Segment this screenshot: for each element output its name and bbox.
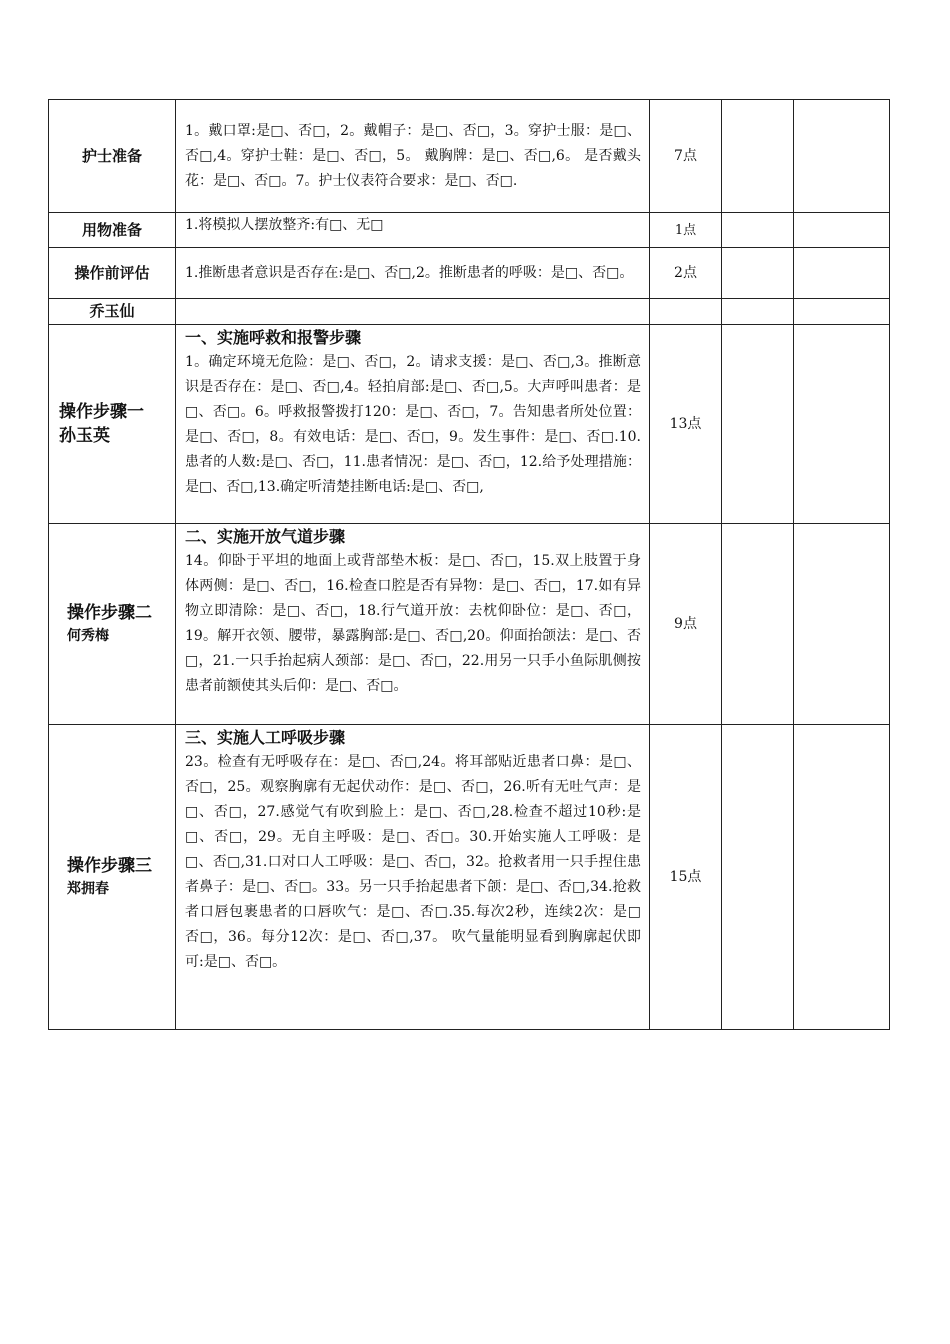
scoring-table [48, 99, 890, 1030]
row-label: 护士准备 [49, 100, 176, 213]
row-content [176, 524, 650, 725]
blank-cell [794, 325, 890, 524]
row-label [49, 325, 176, 524]
step-person: 郑拥春 [67, 881, 109, 897]
step-title: 操作步骤三 [67, 856, 152, 876]
table-row [49, 213, 890, 248]
row-label: 乔玉仙 [49, 299, 176, 325]
blank-cell [722, 248, 794, 299]
blank-cell [794, 524, 890, 725]
row-score: 1点 [650, 213, 722, 248]
row-score: 13点 [650, 325, 722, 524]
table-row [49, 100, 890, 213]
blank-cell [722, 299, 794, 325]
row-label: 用物准备 [49, 213, 176, 248]
section-text: 14。仰卧于平坦的地面上或背部垫木板：是□、否□，15.双上肢置于身体两侧：是□、否□，16.检查口腔是否有异物：是□、否□，17.如有异物立即清除：是□、否□，18.行气道开放：去枕仰卧位：是□、否□，19。解开衣领、腰带，暴露胸部:是□、否□,20。仰面抬颌法：是□、否□，21.一只手抬起病人颈部：是□、否□，22.用另一只手小鱼际肌侧按患者前额使其头后仰：是□、否□。 [185, 553, 641, 694]
row-content [176, 299, 650, 325]
table-row [49, 524, 890, 725]
blank-cell [794, 100, 890, 213]
blank-cell [794, 213, 890, 248]
blank-cell [722, 213, 794, 248]
table-row [49, 248, 890, 299]
section-heading: 一、实施呼救和报警步骤 [185, 328, 362, 347]
blank-cell [722, 524, 794, 725]
step-person: 何秀梅 [67, 628, 109, 644]
section-heading: 二、实施开放气道步骤 [185, 527, 346, 546]
row-label: 操作前评估 [49, 248, 176, 299]
row-content: 1.推断患者意识是否存在:是□、否□,2。推断患者的呼吸：是□、否□。 [176, 248, 650, 299]
row-content [176, 325, 650, 524]
section-heading: 三、实施人工呼吸步骤 [185, 728, 346, 747]
row-score: 15点 [650, 725, 722, 1030]
blank-cell [722, 325, 794, 524]
step-person: 孙玉英 [59, 426, 110, 446]
blank-cell [794, 299, 890, 325]
row-score: 7点 [650, 100, 722, 213]
row-label [49, 524, 176, 725]
row-content: 1。戴口罩:是□、否□，2。戴帽子：是□、否□，3。穿护士服：是□、否□,4。穿护士鞋：是□、否□，5。 戴胸牌：是□、否□,6。 是否戴头花：是□、否□。7。护士仪表符合要求：是□、否□. [176, 100, 650, 213]
step-title: 操作步骤二 [67, 603, 152, 623]
blank-cell [722, 100, 794, 213]
section-text: 23。检查有无呼吸存在：是□、否□,24。将耳部贴近患者口鼻：是□、否□，25。观察胸廓有无起伏动作：是□、否□，26.听有无吐气声：是□、否□，27.感觉气有吹到脸上：是□、否□,28.检查不超过10秒:是□、否□，29。无自主呼吸：是□、否□。30.开始实施人工呼吸：是□、否□,31.口对口人工呼吸：是□、否□，32。抢救者用一只手捏住患者鼻子：是□、否□。33。另一只手抬起患者下颌：是□、否□,34.抢救者口唇包裹患者的口唇吹气：是□、否□.35.每次2秒，连续2次：是□ 否□，36。每分12次：是□、否□,37。 吹气量能明显看到胸廓起伏即可:是□、否□。 [185, 754, 655, 970]
row-content [176, 725, 655, 1030]
row-label [49, 725, 176, 1030]
row-score: 9点 [650, 524, 722, 725]
row-content: 1.将模拟人摆放整齐:有□、无□ [176, 213, 650, 248]
blank-cell [794, 248, 890, 299]
table-row [49, 725, 890, 1030]
table-row [49, 299, 890, 325]
step-title: 操作步骤一 [59, 402, 144, 422]
row-score [650, 299, 722, 325]
section-text: 1。确定环境无危险：是□、否□，2。请求支援：是□、否□,3。推断意识是否存在：是□、否□,4。轻拍肩部:是□、否□,5。大声呼叫患者：是□、否□。6。呼救报警拨打120：是□、否□，7。告知患者所处位置：是□、否□，8。有效电话：是□、否□，9。发生事件：是□、否□.10.患者的人数:是□、否□，11.患者情况：是□、否□，12.给予处理措施：是□、否□,13.确定听清楚挂断电话:是□、否□, [185, 354, 641, 495]
table-row [49, 325, 890, 524]
row-score: 2点 [650, 248, 722, 299]
blank-cell [794, 725, 890, 1030]
blank-cell [722, 725, 794, 1030]
